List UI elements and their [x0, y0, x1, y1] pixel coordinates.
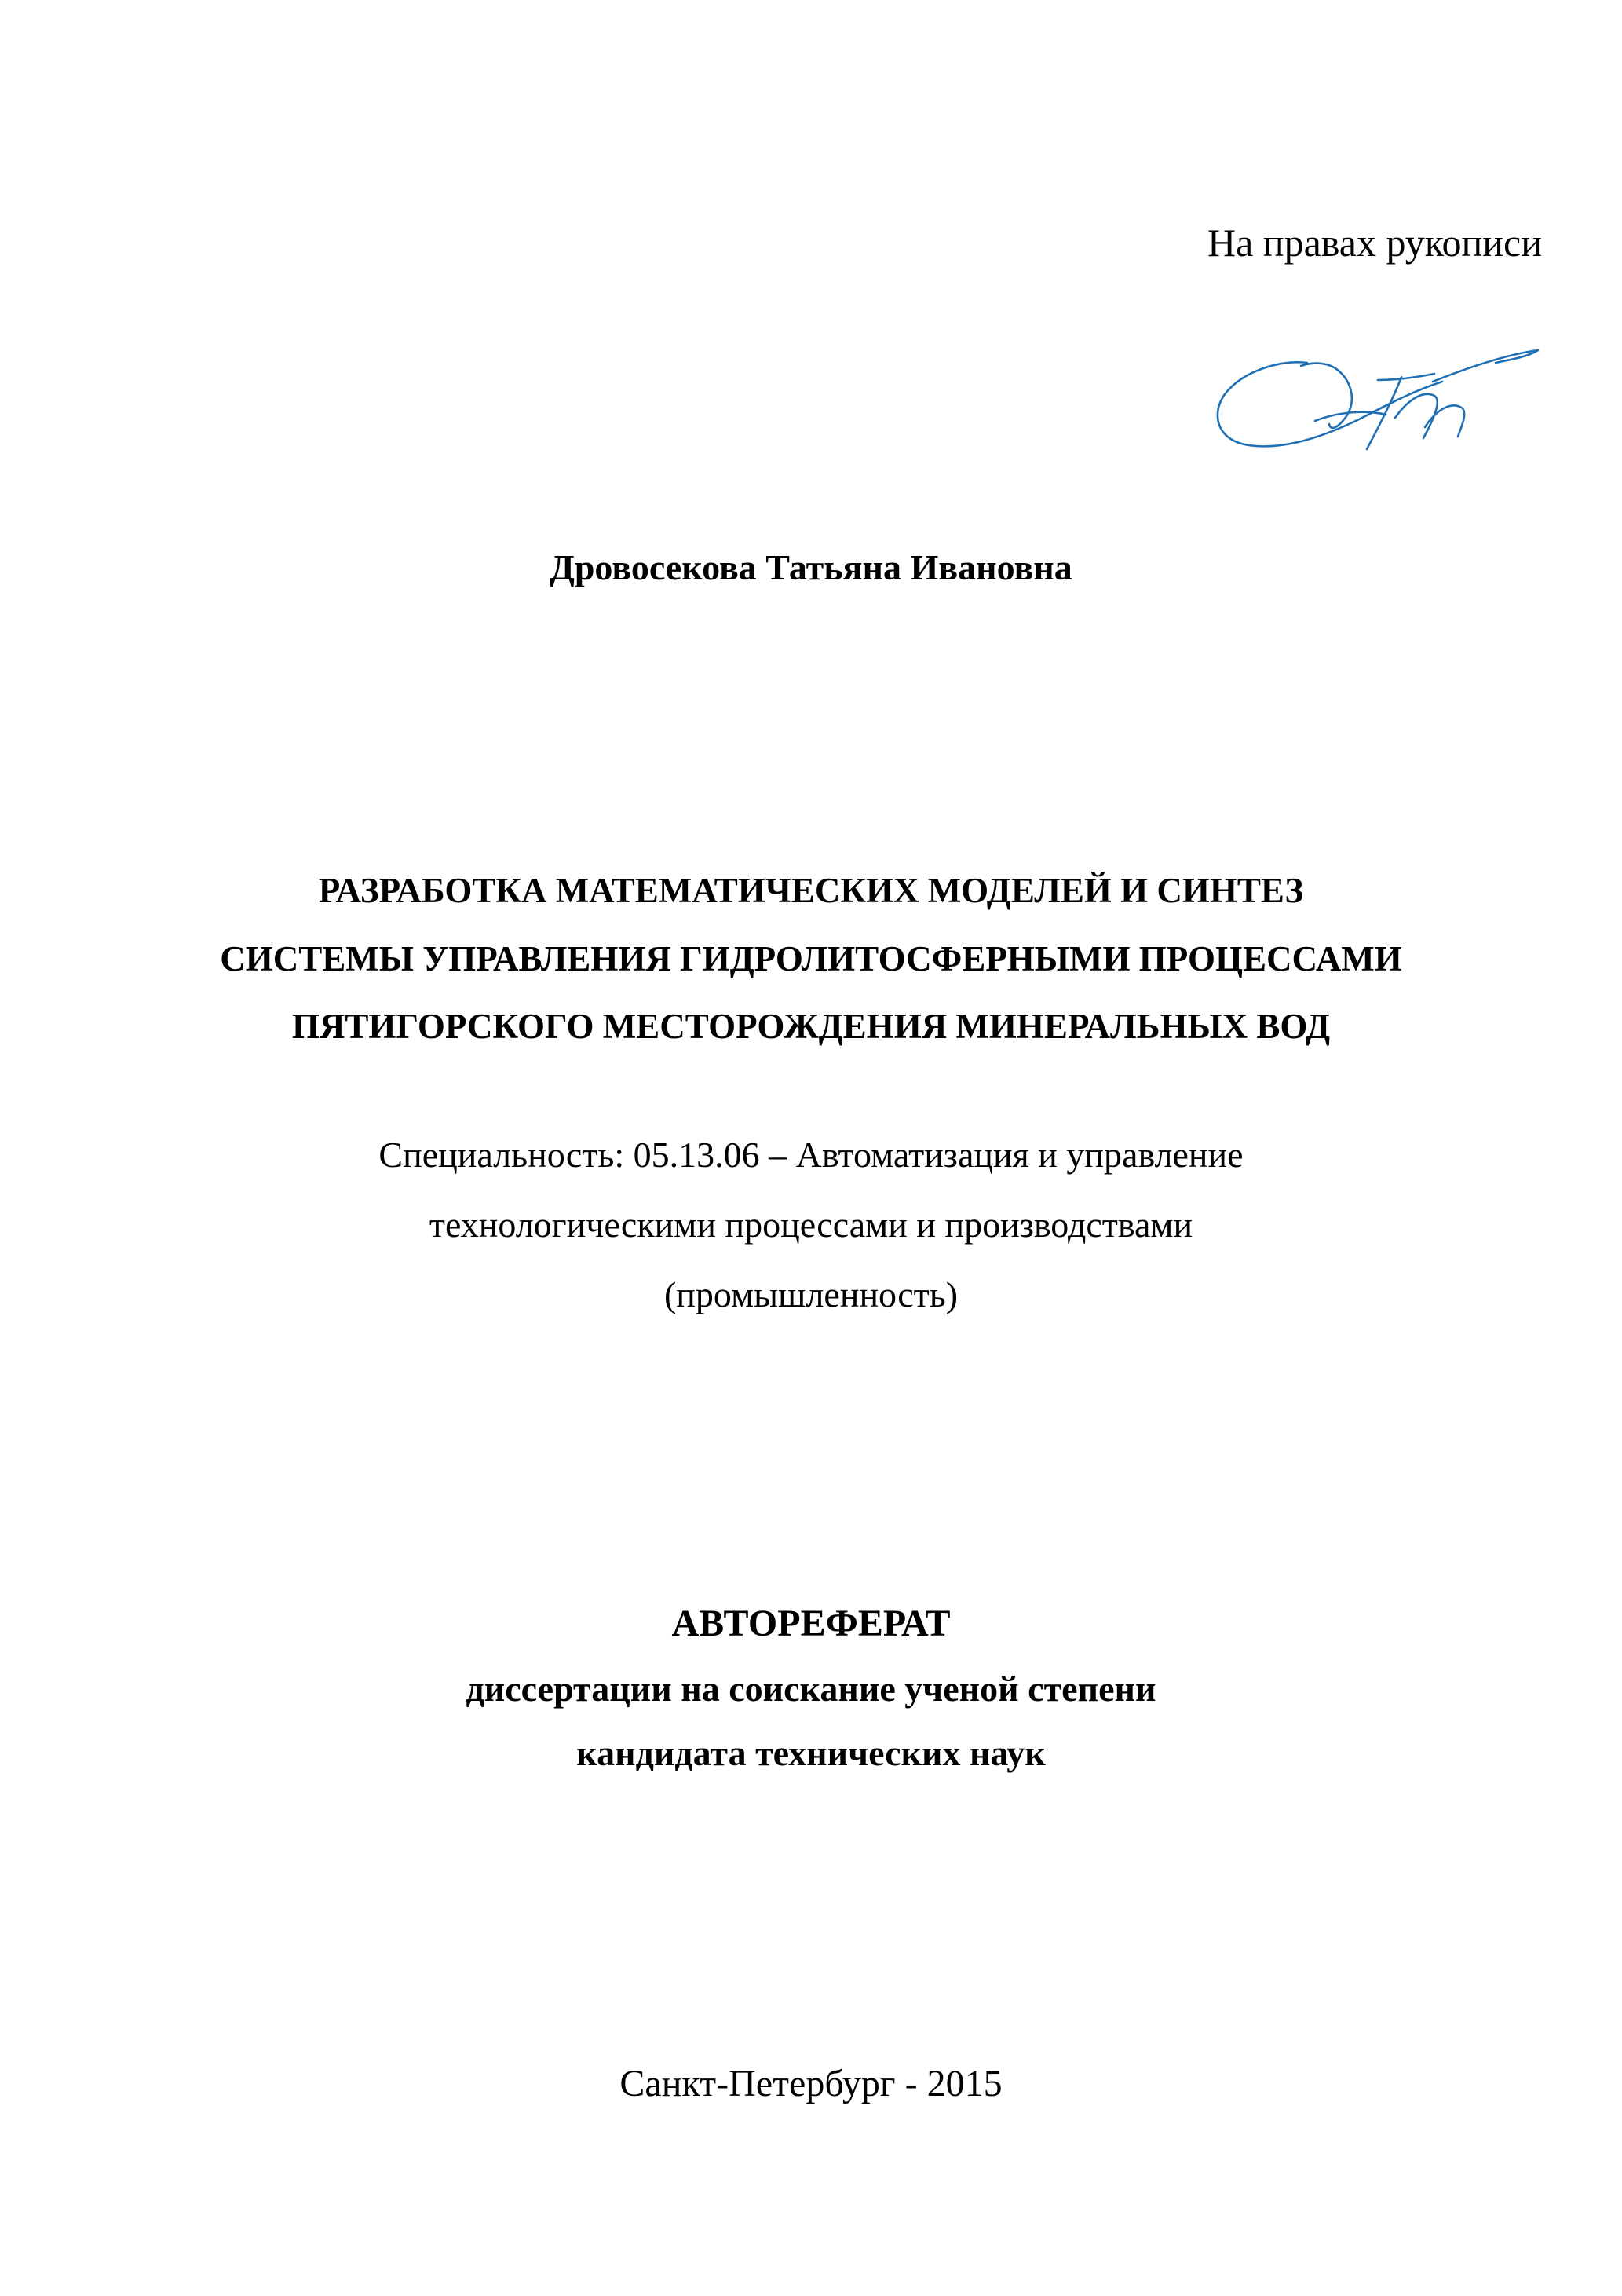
- title-line-2: СИСТЕМЫ УПРАВЛЕНИЯ ГИДРОЛИТОСФЕРНЫМИ ПРОЦЕССАМИ: [220, 939, 1402, 978]
- manuscript-rights-note: На правах рукописи: [1207, 221, 1542, 265]
- title-line-3: ПЯТИГОРСКОГО МЕСТОРОЖДЕНИЯ МИНЕРАЛЬНЫХ ВОД: [291, 1007, 1331, 1046]
- city-year: Санкт-Петербург - 2015: [619, 2063, 1003, 2104]
- author-name: Дровосекова Татьяна Ивановна: [550, 547, 1072, 587]
- specialty-line-3: (промышленность): [663, 1274, 959, 1314]
- abstract-line-1: диссертации на соискание ученой степени: [466, 1669, 1156, 1709]
- specialty-line-2: технологическими процессами и производствами: [429, 1205, 1193, 1245]
- abstract-line-2: кандидата технических наук: [576, 1733, 1046, 1773]
- abstract-heading: АВТОРЕФЕРАТ: [671, 1603, 951, 1644]
- signature-icon: [1213, 345, 1551, 463]
- specialty-line-1: Специальность: 05.13.06 – Автоматизация и управление: [378, 1135, 1244, 1175]
- title-line-1: РАЗРАБОТКА МАТЕМАТИЧЕСКИХ МОДЕЛЕЙ И СИНТЕЗ: [318, 871, 1304, 910]
